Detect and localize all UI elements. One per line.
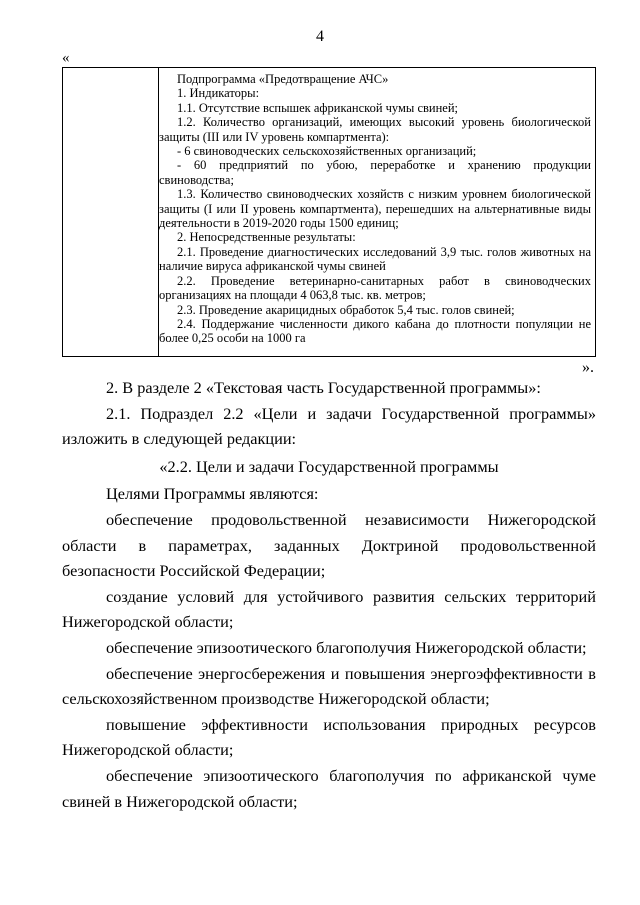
section-heading: «2.2. Цели и задачи Государственной программы <box>159 456 499 476</box>
table-line-2-2: 2.2. Проведение ветеринарно-санитарных работ в свиноводческих организациях на площади 4 063,8 тыс. кв. метров; <box>159 273 591 303</box>
table-line-1-3: 1.3. Количество свиноводческих хозяйств с низким уровнем биологической защиты (I или II уровень компартмента), перешедших на альтернативные виды деятельности в 2019-2020 годы 1500 единиц; <box>159 187 591 231</box>
subprogram-table-cell <box>159 72 591 346</box>
closing-quote-mark: ». <box>582 359 594 376</box>
subprogram-table <box>62 67 596 357</box>
document-body <box>62 375 596 814</box>
table-line-1-2: 1.2. Количество организаций, имеющих высокий уровень биологической защиты (III или IV уровень компартмента): <box>159 115 591 144</box>
table-line-1-1: 1.1. Отсутствие вспышек африканской чумы свиней; <box>177 100 458 115</box>
table-line-2-1: 2.1. Проведение диагностических исследований 3,9 тыс. голов животных на наличие вируса африканской чумы свиней <box>159 244 591 274</box>
paragraph-subsection-2-1: 2.1. Подраздел 2.2 «Цели и задачи Государственной программы» изложить в следующей редакции: <box>62 403 596 449</box>
opening-quote-mark: « <box>62 50 70 66</box>
table-line-title: Подпрограмма «Предотвращение АЧС» <box>177 72 389 86</box>
table-line-indicators: 1. Индикаторы: <box>177 86 260 101</box>
page-number: 4 <box>316 28 324 45</box>
table-line-pig-farms: - 6 свиноводческих сельскохозяйственных организаций; <box>177 144 477 159</box>
paragraph-goal-food-independence: обеспечение продовольственной независимости Нижегородской области в параметрах, заданных Доктриной продовольственной безопасности Российской Федерации; <box>62 509 596 581</box>
paragraph-goal-asf: обеспечение эпизоотического благополучия по африканской чуме свиней в Нижегородской области; <box>62 765 596 811</box>
paragraph-goal-natural-resources: повышение эффективности использования природных ресурсов Нижегородской области; <box>62 714 596 760</box>
paragraph-goal-epizootic: обеспечение эпизоотического благополучия Нижегородской области; <box>106 637 587 657</box>
table-line-2-3: 2.3. Проведение акарицидных обработок 5,4 тыс. голов свиней; <box>177 302 515 317</box>
paragraph-goal-energy: обеспечение энергосбережения и повышения энергоэффективности в сельскохозяйственном производстве Нижегородской области; <box>62 663 596 709</box>
table-line-results: 2. Непосредственные результаты: <box>177 230 356 245</box>
table-line-slaughter: - 60 предприятий по убою, переработке и хранению продукции свиноводства; <box>159 158 591 187</box>
table-line-2-4: 2.4. Поддержание численности дикого кабана до плотности популяции не более 0,25 особи на 1000 га <box>159 316 591 346</box>
paragraph-section-2: 2. В разделе 2 «Текстовая часть Государственной программы»: <box>106 378 541 397</box>
paragraph-goal-rural-development: создание условий для устойчивого развития сельских территорий Нижегородской области; <box>62 586 596 632</box>
paragraph-goals-intro: Целями Программы являются: <box>106 484 319 504</box>
